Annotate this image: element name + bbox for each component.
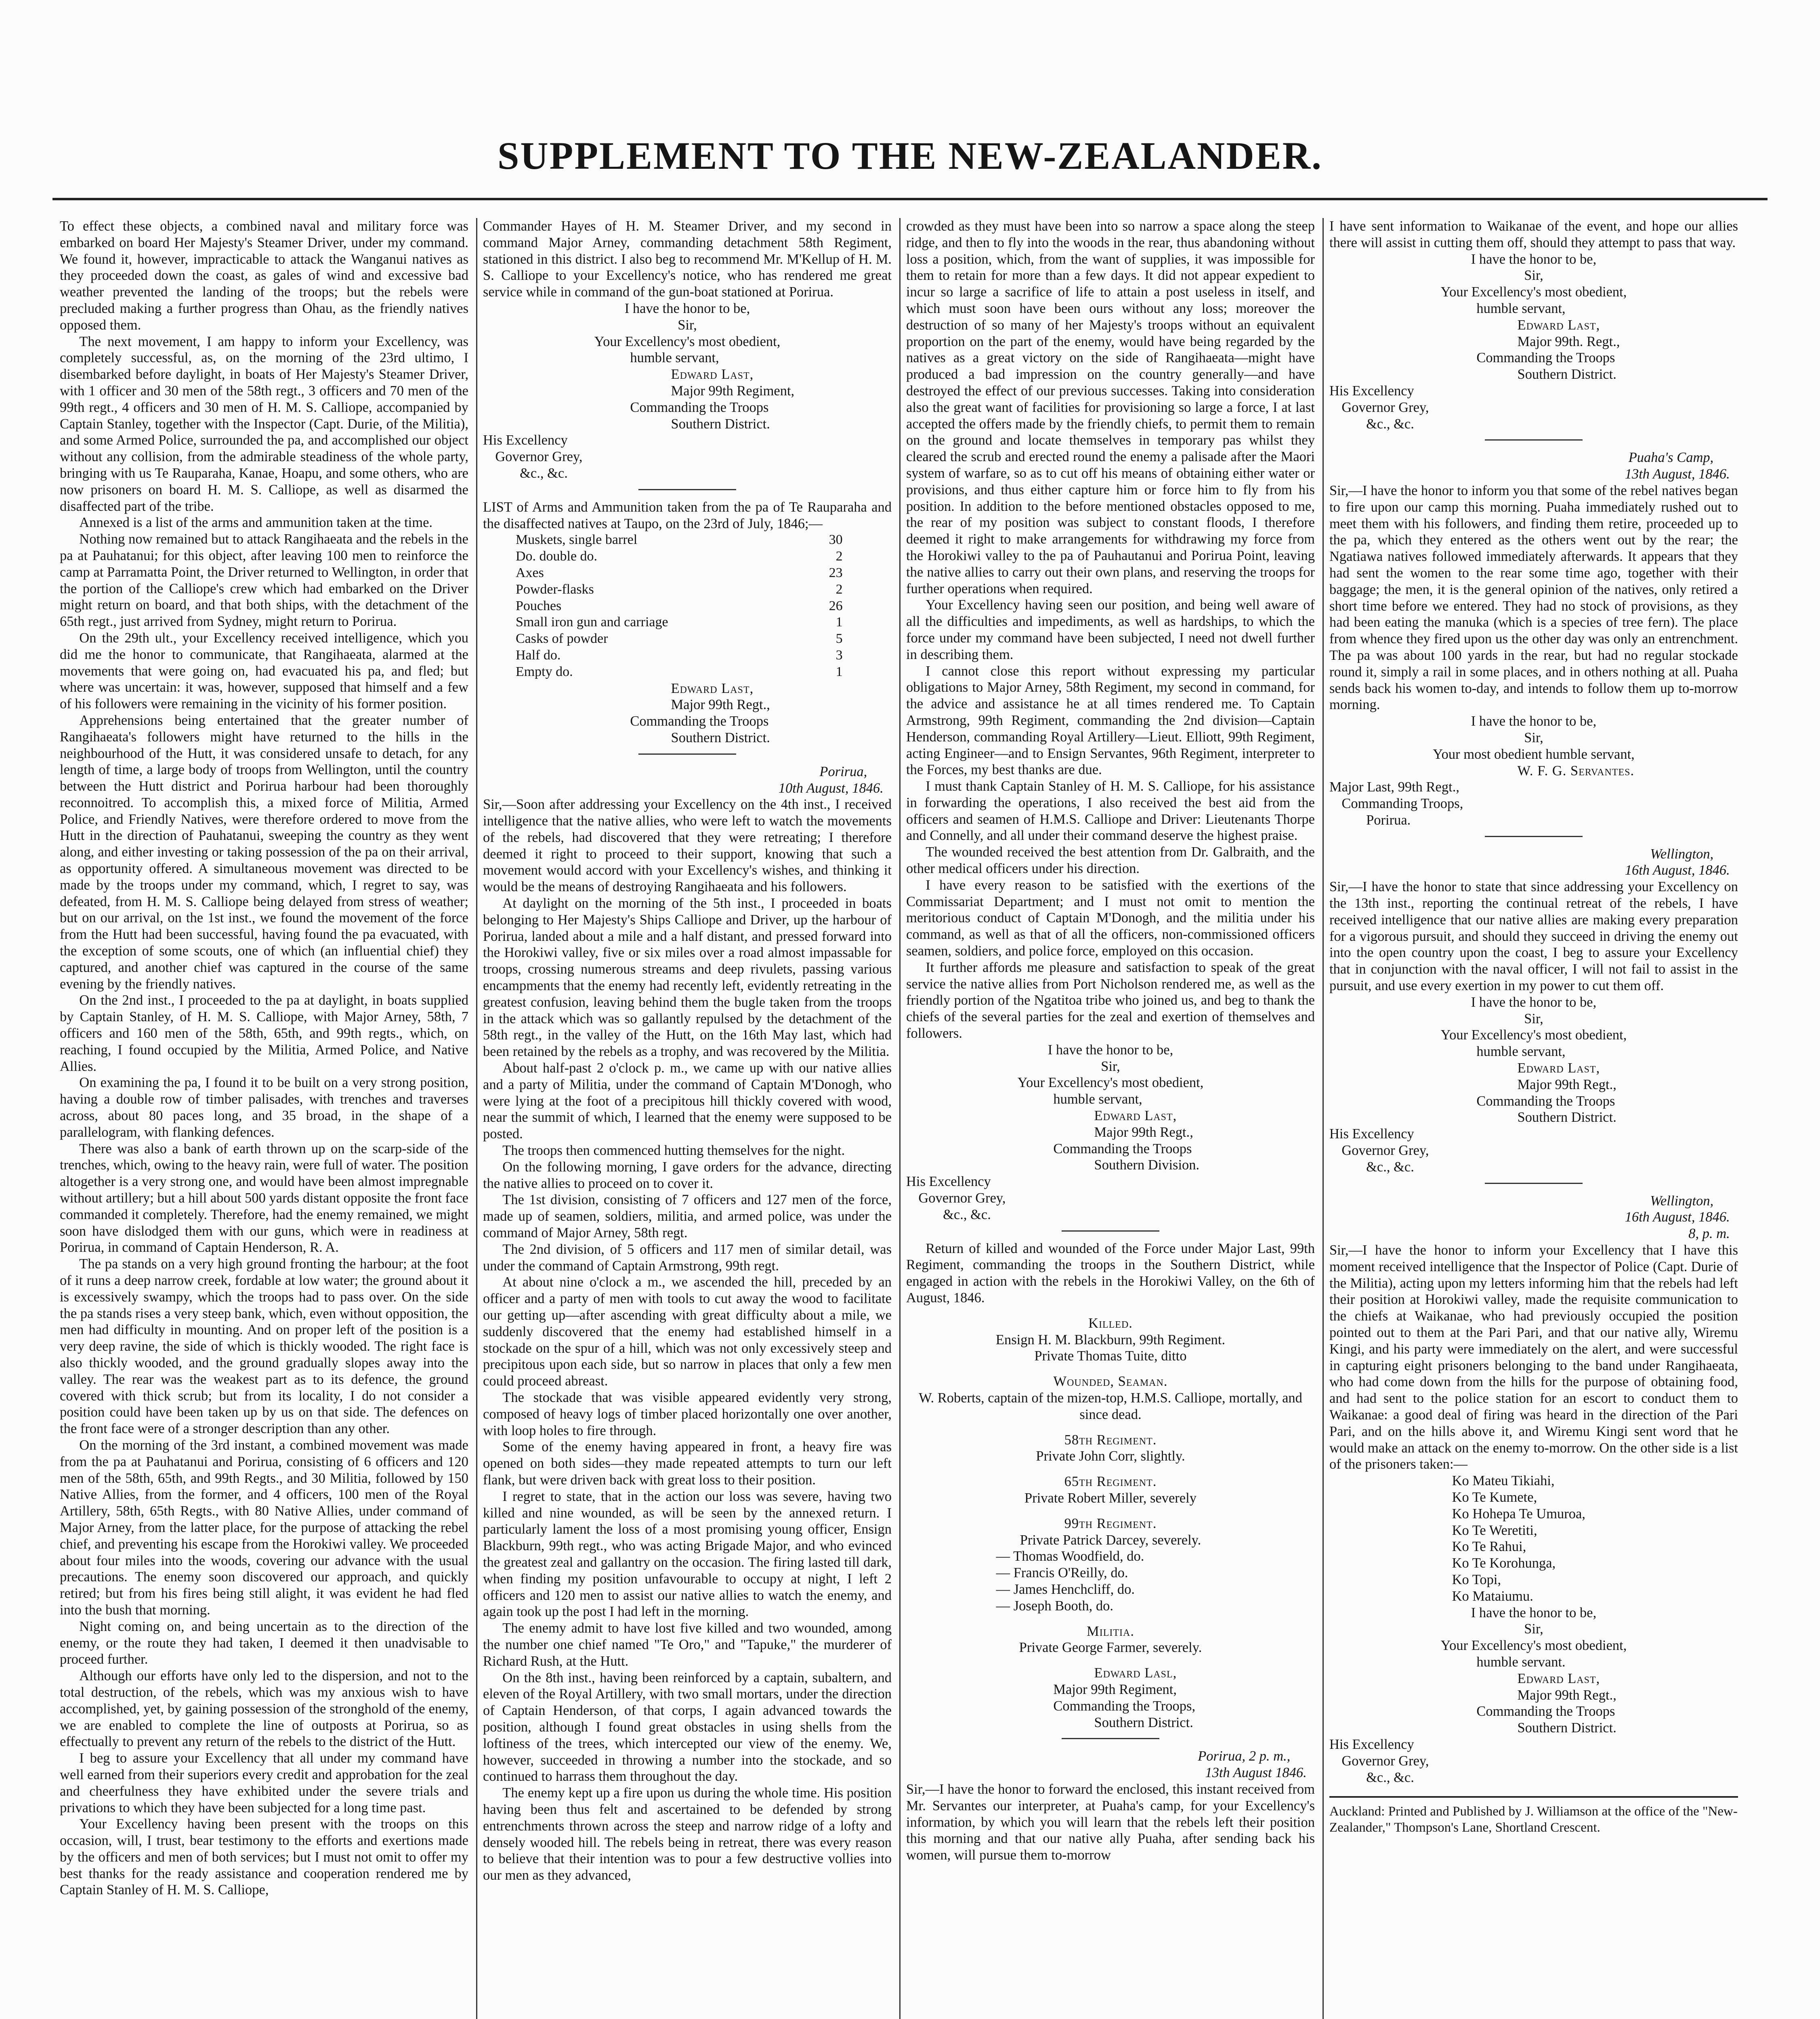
signatory-name: Edward Last, (671, 367, 754, 382)
prisoner-name: Ko Te Weretiti, (1452, 1522, 1537, 1538)
paragraph: Commander Hayes of H. M. Steamer Driver, and my second in command Major Arney, commanding detachment 58th Regiment, stationed in this district. I also beg to recommend Mr. M'Kellup of H. M. S. Calliope to your Excellency's notice, who has rendered me great service while in command of the gun-boat stationed at Porirua. (483, 218, 892, 300)
prisoner-name: Ko Hohepa Te Umuroa, (1452, 1506, 1585, 1522)
sig-line: I have the honor to be, (624, 300, 750, 316)
section-heading: 65th Regiment. (1064, 1474, 1157, 1490)
prisoner-name: Ko Te Rahui, (1452, 1539, 1526, 1555)
signatory-name: Edward Last, (1517, 317, 1600, 333)
sig-line: Sir, (1524, 1621, 1543, 1637)
dateline-date: 13th August, 1846. (1625, 466, 1730, 482)
paragraph: The 1st division, consisting of 7 officers and 127 men of the force, made up of seamen, soldiers, militia, and armed police, was under the command of Major Arney, 58th regt. (483, 1192, 892, 1241)
address-block (1329, 1126, 1738, 1175)
prisoner-list (1329, 1473, 1738, 1604)
paragraph: The stockade that was visible appeared evidently very strong, composed of heavy logs of timber placed horizontally one over another, with loop holes to fire through. (483, 1389, 892, 1438)
sig-line: Your Excellency's most obedient, (1440, 284, 1627, 300)
paragraph: Sir,—I have the honor to inform you that some of the rebel natives began to fire upon our camp this morning. Puaha immediately rushed out to meet them with his followers, and finding them retire, proceeded up to the pa, which they entered as the others went out by the rear; the Ngatiawa natives followed immediately afterwards. It appears that they had sent the women to the rear some time ago, together with their baggage; the men, it is the general opinion of the natives, only retired a short time before we entered. They had no stock of provisions, as they had been eating the manuka (which is a species of tree fern). The place from whence they fired upon us the other day was only an entrenchment. The pa was about 100 yards in the rear, but had no regular stockade round it, simply a rail in some places, and in others nothing at all. Puaha sends back his women to-day, and intends to follow them up to-morrow morning. (1329, 483, 1738, 713)
addr-line: &c., &c. (1366, 416, 1414, 432)
section-rule (638, 753, 737, 755)
sig-line: Sir, (678, 317, 697, 333)
dateline-time: 8, p. m. (1688, 1226, 1730, 1242)
prisoner-name: Ko Mateu Tikiahi, (1452, 1473, 1555, 1489)
paragraph: Sir,—I have the honor to forward the enclosed, this instant received from Mr. Servantes our interpreter, at Puaha's camp, for your Excellency's information, by which you will learn that the rebels left their position this morning and that our native ally Puaha, after sending back his women, will pursue them to-morrow (906, 1781, 1315, 1863)
addr-line: Governor Grey, (918, 1190, 1006, 1206)
sig-line: Your Excellency's most obedient, (594, 334, 781, 349)
signatory-name: Edward Last, (1517, 1671, 1600, 1686)
list-row: Half do. 3 (515, 647, 843, 663)
sig-line: Your Excellency's most obedient, (1440, 1027, 1627, 1043)
section-rule (1485, 1183, 1583, 1184)
section-rule (1062, 1738, 1160, 1739)
dateline-place: Wellington, (1650, 846, 1714, 862)
signatory-name: Edward Last, (671, 680, 754, 696)
paragraph: Apprehensions being entertained that the greater number of Rangihaeata's followers might have returned to the hills in the neighbourhood of the Hutt, it was considered unsafe to detach, for any length of time, a large body of troops from Wellington, until the country between the Hutt district and Porirua harbour had been thoroughly reconnoitred. To accomplish this, a mixed force of Militia, Armed Police, and Friendly Natives, were therefore ordered to move from the Hutt in the direction of Pauhatanui, sweeping the country as they went along, and either investing or taking possession of the pa on their arrival, as opportunity offered. A simultaneous movement was directed to be made by the troops under my command, which, I regret to say, was defeated, from H. M. S. Calliope being delayed from stress of weather; but on our arrival, on the 1st inst., we found the movement of the force from the Hutt had been successful, having found the pa evacuated, with the exception of some scouts, one of which (an influential chief) they captured, and another chief was captured in the course of the same evening by the friendly natives. (60, 712, 468, 992)
paragraph: I beg to assure your Excellency that all under my command have well earned from their superiors every credit and approbation for the zeal and cheerfulness they have exhibited under the severe trials and privations to which they have been subjected for a long time past. (60, 1750, 468, 1815)
imprint: Auckland: Printed and Published by J. Williamson at the office of the "New-Zealander," Thompson's Lane, Shortland Crescent. (1329, 1804, 1738, 1835)
column-1 (60, 218, 468, 2019)
paragraph: The 2nd division, of 5 officers and 117 men of similar detail, was under the command of Captain Armstrong, 99th regt. (483, 1241, 892, 1274)
sig-line: Your Excellency's most obedient, (1440, 1638, 1627, 1654)
address-block (1329, 383, 1738, 432)
casualty-line: Private Patrick Darcey, severely. (1020, 1532, 1201, 1548)
sig-line: Major 99th Regt., (671, 697, 770, 713)
dateline-place: Puaha's Camp, (1628, 450, 1714, 466)
sig-line: Southern District. (1517, 1110, 1616, 1125)
paragraph: The troops then commenced hutting themselves for the night. (502, 1143, 845, 1159)
sig-line: Southern Division. (1094, 1157, 1200, 1173)
addr-line: His Excellency (483, 432, 568, 448)
sig-line: I have the honor to be, (1471, 714, 1597, 729)
casualty-line: Private George Farmer, severely. (1019, 1640, 1202, 1656)
paragraph: At daylight on the morning of the 5th inst., I proceeded in boats belonging to Her Majesty's Ships Calliope and Driver, up the harbour of Porirua, landed about a mile and a half distant, and pressed forward into the Horokiwi valley, five or six miles over a road almost impassable for troops, crossing numerous streams and deep rivulets, passing various encampments that the enemy had recently left, evidently retreating in the greatest confusion, leaving behind them the bugle taken from the troops in the attack which was so gallantly repulsed by the detachment of the 58th regt., in the valley of the Hutt, on the 16th May last, which had been retained by the rebels as a trophy, and was recovered by the Militia. (483, 896, 892, 1060)
dateline-place: Porirua, 2 p. m., (1198, 1748, 1291, 1764)
sig-line: I have the honor to be, (1047, 1042, 1173, 1058)
list-row: Empty do. 1 (515, 664, 843, 679)
section-rule (1062, 1230, 1160, 1232)
paragraph: I have every reason to be satisfied with the exertions of the Commissariat Department; and I must not omit to mention the meritorious conduct of Captain M'Donogh, and the militia under his command, as well as that of all the officers, non-commissioned officers seamen, soldiers, and police force, employed on this occasion. (906, 877, 1315, 959)
paragraph: On the morning of the 3rd instant, a combined movement was made from the pa at Pauhatanui and Porirua, consisting of 6 officers and 120 men of the 58th, 65th, and 99th Regts., and 30 Militia, followed by 150 Native Allies, from the former, and 4 officers, 100 men of the Royal Artillery, 58th, 65th Regts., with 80 Native Allies, under command of Major Arney, from the latter place, for the purpose of attacking the rebel chief, and preventing his escape from the Horokiwi valley. We proceeded about four miles into the woods, covering our advance with the usual precautions. The enemy soon discovered our approach, and quickly retired; but from his fires being still alight, it was evident he had fled into the bush that morning. (60, 1437, 468, 1618)
signature-block (483, 300, 892, 432)
paragraph: There was also a bank of earth thrown up on the scarp-side of the trenches, which, owing to the heavy rain, were full of water. The position altogether is a very strong one, and would have been almost impregnable without artillery; but a hill about 500 yards distant opposite the front face commanded it completely. Therefore, had the enemy remained, we might soon have dislodged them with our guns, which were in readiness at Porirua, in command of Captain Henderson, R. A. (60, 1141, 468, 1255)
section-heading: Killed. (1088, 1315, 1133, 1331)
paragraph: Sir,—I have the honor to state that since addressing your Excellency on the 13th inst., reporting the continual retreat of the rebels, I have received intelligence that our native allies are making every preparation for a vigorous pursuit, and should they succeed in driving the enemy out into the open country upon the coast, I beg to assure your Excellency that in conjunction with the naval officer, I will not fail to assist in the pursuit, and use every exertion in my power to cut them off. (1329, 879, 1738, 994)
paragraph: Your Excellency having been present with the troops on this occasion, will, I trust, bear testimony to the efforts and exertions made by the officers and men of both services; but I must not omit to offer my best thanks for the ready assistance and cooperation rendered me by Captain Stanley of H. M. S. Calliope, (60, 1816, 468, 1898)
addr-line: Major Last, 99th Regt., (1329, 779, 1459, 795)
addr-line: Governor Grey, (1341, 1143, 1429, 1159)
signature-block (1329, 994, 1738, 1126)
addr-line: Governor Grey, (1341, 399, 1429, 415)
column-divider (476, 218, 477, 2019)
paragraph: I have sent information to Waikanae of the event, and hope our allies there will assist in cutting them off, should they attempt to pass that way. (1329, 218, 1738, 250)
signature-block (1329, 251, 1738, 383)
arms-list (483, 532, 892, 680)
addr-line: Commanding Troops, (1341, 796, 1463, 812)
list-row: Small iron gun and carriage 1 (515, 615, 843, 630)
section-heading: 58th Regiment. (1064, 1432, 1157, 1448)
section-heading: Militia. (1087, 1623, 1134, 1639)
addr-line: Governor Grey, (495, 449, 583, 465)
masthead-title: SUPPLEMENT TO THE NEW-ZEALANDER. (497, 134, 1323, 177)
prisoner-name: Ko Mataiumu. (1452, 1588, 1533, 1604)
casualty-line: — Francis O'Reilly, do. (996, 1565, 1128, 1581)
paragraph: To effect these objects, a combined naval and military force was embarked on board Her Majesty's Steamer Driver, under my command. We found it, however, impracticable to attack the Wanganui natives as they proceeded down the coast, as gales of wind and excessive bad weather prevented the landing of the troops; but the rebels were precluded making a further progress than Ohau, as the friendly natives opposed them. (60, 218, 468, 333)
sig-line: humble servant, (1476, 1044, 1566, 1060)
list-row: Axes 23 (515, 565, 843, 580)
list-row: Do. double do. 2 (515, 549, 843, 564)
dateline-date: 10th August, 1846. (778, 780, 884, 796)
signature-block (906, 1665, 1315, 1731)
paragraph: At about nine o'clock a m., we ascended the hill, preceded by an officer and a party of men with tools to cut away the wood to facilitate our getting up—after ascending with great difficulty about a mile, we suddenly discovered that the enemy had established himself in a stockade on the spur of a hill, which was not only excessively steep and precipitous upon each side, but so narrow in places that only a few men could proceed abreast. (483, 1274, 892, 1389)
sig-line: Your most obedient humble servant, (1433, 746, 1635, 762)
dateline-date: 16th August, 1846. (1625, 863, 1730, 878)
sig-line: Sir, (1101, 1058, 1120, 1074)
addr-line: His Excellency (906, 1174, 991, 1190)
paragraph: On the 2nd inst., I proceeded to the pa at daylight, in boats supplied by Captain Stanley, of H. M. S. Calliope, with Major Arney, 58th, 7 officers and 160 men of the 58th, 65th, and 99th regts., which, on reaching, I found occupied by the Militia, Armed Police, and Native Allies. (60, 993, 468, 1074)
paragraph: On the 29th ult., your Excellency received intelligence, which you did me the honor to communicate, that Rangihaeata, alarmed at the movements that were going on, had evacuated his pa, and fled; but where was uncertain: it was, however, supposed that himself and a few of his followers were remaining in the vicinity of his former position. (60, 630, 468, 712)
addr-line: &c., &c. (1366, 1159, 1414, 1175)
sig-line: I have the honor to be, (1471, 994, 1597, 1010)
paragraph: Sir,—I have the honor to inform your Excellency that I have this moment received intelligence that the Inspector of Police (Capt. Durie of the Militia), acting upon my letters informing him that the rebels had left their position at Horokiwi valley, made the requisite communication to the chiefs at Waikanae, who had previously occupied the position pointed out to them at the Pari Pari, and that our native ally, Wiremu Kingi, and his party were immediately on the alert, and were successful in capturing eight prisoners belonging to the band under Rangihaeata, who had come down from the hills for the purpose of obtaining food, and had sent to the police station for an escort to conduct them to Waikanae: a good deal of firing was heard in the direction of the Pari Pari, and on the hills above it, and Wiremu Kingi sent word that he would make an attack on the enemy to-morrow. On the other side is a list of the prisoners taken:— (1329, 1242, 1738, 1472)
address-block (483, 432, 892, 481)
casualty-line: Ensign H. M. Blackburn, 99th Regiment. (995, 1332, 1226, 1347)
paragraph: Night coming on, and being uncertain as to the direction of the enemy, or the route they had taken, I deemed it then unadvisable to proceed further. (60, 1618, 468, 1667)
dateline-place: Porirua, (819, 764, 867, 779)
sig-line: humble servant, (1053, 1091, 1142, 1107)
dateline-place: Wellington, (1650, 1193, 1714, 1209)
list-row: Pouches 26 (515, 598, 843, 613)
sig-line: humble servant. (1476, 1654, 1566, 1670)
paragraph: Although our efforts have only led to the dispersion, and not to the total destruction, of the rebels, which was my anxious wish to have accomplished, yet, by gaining possession of the stronghold of the enemy, we are enabled to complete the line of outposts at Porirua, so as effectually to prevent any return of the rebels to the district of the Hutt. (60, 1668, 468, 1750)
section-rule (1485, 836, 1583, 837)
signature-block (1329, 713, 1738, 779)
paragraph: It further affords me pleasure and satisfaction to speak of the great service the native allies from Port Nicholson rendered me, as well as the friendly portion of the Ngatitoa tribe who joined us, and beg to thank the chiefs of the several parties for the zeal and exertion of themselves and followers. (906, 959, 1315, 1041)
sig-line: Major 99th Regt., (1517, 1687, 1616, 1703)
sig-line: Major 99th Regt., (1094, 1124, 1193, 1140)
sig-line: Commanding the Troops (1476, 1704, 1615, 1719)
prisoner-name: Ko Topi, (1452, 1572, 1501, 1587)
column-divider (1322, 218, 1324, 2019)
column-2 (483, 218, 892, 2019)
column-3 (906, 218, 1315, 2019)
sig-line: Major 99th Regiment, (1053, 1681, 1177, 1697)
sig-line: humble servant, (630, 350, 719, 366)
paragraph: Some of the enemy having appeared in front, a heavy fire was opened on both sides—they made repeated attempts to turn our left flank, but were driven back with great loss to their position. (483, 1439, 892, 1488)
casualty-line: Private John Corr, slightly. (1036, 1448, 1185, 1464)
casualty-line: Private Thomas Tuite, ditto (1034, 1348, 1187, 1364)
paragraph: The enemy kept up a fire upon us during the whole time. His position having been thus felt and ascertained to be defended by strong entrenchments thrown across the steep and narrow ridge of a lofty and densely wooded hill. The rebels being in retreat, there was every reason to believe that their intention was to pour a few destructive vollies into our men as they advanced, (483, 1785, 892, 1883)
casualty-line: W. Roberts, captain of the mizen-top, H.M.S. Calliope, mortally, and since dead. (919, 1390, 1302, 1422)
addr-line: His Excellency (1329, 383, 1414, 399)
sig-line: Major 99th Regt., (1517, 1077, 1616, 1092)
signatory-name: W. F. G. Servantes. (1517, 763, 1635, 779)
sig-line: Southern District. (1517, 1720, 1616, 1736)
dateline-date: 13th August 1846. (1205, 1765, 1307, 1781)
column-divider (899, 218, 901, 2019)
section-rule (638, 489, 737, 490)
section-rule (1485, 439, 1583, 441)
address-block (906, 1173, 1315, 1223)
sig-line: I have the honor to be, (1471, 251, 1597, 267)
sig-line: Your Excellency's most obedient, (1017, 1075, 1204, 1091)
paragraph: crowded as they must have been into so narrow a space along the steep ridge, and then to fly into the woods in the rear, thus abandoning without loss a position, which, from the want of supplies, it was impossible for them to retain for more than a few days. It did not appear expedient to incur so large a sacrifice of life to attain a post useless in itself, and which must soon have been ours without any loss; moreover the destruction of so many of her Majesty's troops without an equivalent proportion on the part of the enemy, would have being regarded by the natives as a great victory on the side of Rangihaeata—might have produced a bad impression on the country generally—and have destroyed the effect of our previous successes. Taking into consideration also the great want of facilities for provisioning so large a force, I at last accepted the offers made by the friendly chiefs, to permit them to remain on the ground and locate themselves in temporary pas whilst they cleared the scrub and erected round the enemy a palisade after the Maori system of warfare, so as to cut off his means of obtaining either water or provisions, and thus either capture him or force him to fly from his position. In addition to the before mentioned obstacles opposed to me, the rear of my position was subject to constant floods, I therefore deemed it right to make arrangements for withdrawing my force from the Horokiwi valley to the pa of Pauhautanui and Porirua Point, leaving the native allies to carry out their own plans, and reserving the troops for further operations when required. (906, 218, 1315, 596)
casualty-line: — Thomas Woodfield, do. (996, 1549, 1144, 1564)
list-row: Powder-flasks 2 (515, 581, 843, 597)
section-heading: 99th Regiment. (1064, 1515, 1157, 1531)
paragraph: The enemy admit to have lost five killed and two wounded, among the number one chief named "Te Oro," and "Tapuke," the murderer of Richard Rush, at the Hutt. (483, 1620, 892, 1669)
addr-line: Porirua. (1366, 812, 1411, 828)
paragraph: On the following morning, I gave orders for the advance, directing the native allies to proceed on to cover it. (483, 1159, 892, 1191)
address-block (1329, 779, 1738, 828)
signature-block (483, 680, 892, 746)
casualty-line: — James Henchcliff, do. (996, 1581, 1135, 1597)
signatory-name: Edward Last, (1094, 1108, 1177, 1124)
sig-line: humble servant, (1476, 300, 1566, 316)
paragraph: Annexed is a list of the arms and ammunition taken at the time. (79, 515, 433, 531)
sig-line: Southern District. (1517, 367, 1616, 382)
prisoner-name: Ko Te Korohunga, (1452, 1555, 1556, 1571)
sig-line: Southern District. (1094, 1715, 1193, 1730)
paragraph: I cannot close this report without expressing my particular obligations to Major Arney, 58th Regiment, my second in command, for the advice and assistance he at all times rendered me. To Captain Armstrong, 99th Regiment, commanding the 2nd division—Captain Henderson, commanding Royal Artillery—Lieut. Elliott, 99th Regiment, acting Engineer—and to Ensign Servantes, 96th Regiment, interpreter to the Forces, my best thanks are due. (906, 663, 1315, 778)
paragraph: I must thank Captain Stanley of H. M. S. Calliope, for his assistance in forwarding the operations, I also received the best aid from the officers and seamen of H.M.S. Calliope and Driver: Lieutenants Thorpe and Connelly, and all under their command deserve the highest praise. (906, 779, 1315, 844)
addr-line: His Excellency (1329, 1126, 1414, 1142)
addr-line: &c., &c. (1366, 1769, 1414, 1785)
paragraph: The wounded received the best attention from Dr. Galbraith, and the other medical officers under his direction. (906, 844, 1315, 877)
paragraph: Nothing now remained but to attack Rangihaeata and the rebels in the pa at Pauhatanui; for this object, after leaving 100 men to reinforce the camp at Parramatta Point, the Driver returned to Wellington, in order that the portion of the Calliope's crew which had embarked on the Driver might return on board, and that both ships, with the detachment of the 65th regt., just arrived from Sydney, might return to Porirua. (60, 531, 468, 630)
paragraph: The next movement, I am happy to inform your Excellency, was completely successful, as, on the morning of the 23rd ultimo, I disembarked before daylight, in boats of Her Majesty's Steamer Driver, with 1 officer and 30 men of the 58th regt., 3 officers and 70 men of the 99th regt., 4 officers and 30 men of H. M. S. Calliope, accompanied by Captain Stanley, together with the Inspector (Capt. Durie, of the Militia), and some Armed Police, surrounded the pa, and accomplished our object without any collision, from the admirable steadiness of the whole party, bringing with us Te Rauparaha, Kanae, Hoapu, and some others, who are now prisoners on board H. M. S. Calliope, as well as disarmed the disaffected part of the tribe. (60, 334, 468, 514)
paragraph: On examining the pa, I found it to be built on a very strong position, having a double row of timber palisades, with trenches and traverses across, about 80 paces long, and 35 broad, in the shape of a parallelogram, with flanking defences. (60, 1075, 468, 1140)
sig-line: Commanding the Troops (630, 399, 769, 415)
signature-block (1329, 1605, 1738, 1736)
sig-line: Southern District. (671, 730, 770, 745)
paragraph: About half-past 2 o'clock p. m., we came up with our native allies and a party of Militia, under the command of Captain M'Donogh, who were lying at the foot of a precipitous hill thickly covered with wood, near the summit of which, I learned that the enemy were supposed to be posted. (483, 1060, 892, 1142)
casualty-line: — Joseph Booth, do. (996, 1598, 1114, 1614)
sig-line: Major 99th Regiment, (671, 383, 795, 399)
signatory-name: Edward Last, (1517, 1060, 1600, 1076)
casualty-line: Private Robert Miller, severely (1024, 1490, 1197, 1506)
column-4 (1329, 218, 1738, 2019)
sig-line: Commanding the Troops (1476, 350, 1615, 366)
signatory-name: Edward Lasl, (1094, 1665, 1177, 1681)
signature-block (906, 1042, 1315, 1173)
paragraph: Sir,—Soon after addressing your Excellency on the 4th inst., I received intelligence that the native allies, who were left to watch the movements of the rebels, had discovered that they were retreating; I therefore deemed it right to proceed to their support, knowing that such a movement would accord with your Excellency's wishes, and thinking it would be the means of destroying Rangihaeata and his followers. (483, 797, 892, 895)
sig-line: Major 99th. Regt., (1517, 334, 1620, 349)
dateline-date: 16th August, 1846. (1625, 1209, 1730, 1225)
addr-line: Governor Grey, (1341, 1753, 1429, 1769)
section-heading: Wounded, Seaman. (1053, 1374, 1168, 1389)
sig-line: I have the honor to be, (1471, 1605, 1597, 1620)
list-row: Muskets, single barrel 30 (515, 532, 843, 548)
paragraph: Your Excellency having seen our position, and being well aware of all the difficulties and impediments, as well as hardships, to which the force under my command have been subjected, I need not dwell further in describing them. (906, 597, 1315, 662)
paragraph: The pa stands on a very high ground fronting the harbour; at the foot of it runs a deep narrow creek, fordable at low water; the ground about it is excessively swampy, which the troops had to pass over. On the side the pa stands rises a very steep bank, which, even without opposition, the men had difficulty in mounting. And on proper left of the position is a very deep ravine, the side of which is thickly wooded. The right face is also thickly wooded, and the ground gradually slopes away into the valley. The rear was the weakest part as to its defence, the ground covered with thick scrub; but from its locality, I do not consider a position could have been taken up by us on that side. The defences on the front face were of a stronger description than any other. (60, 1256, 468, 1437)
sig-line: Commanding the Troops, (1053, 1698, 1196, 1714)
sig-line: Sir, (1524, 268, 1543, 283)
address-block (1329, 1736, 1738, 1786)
return-intro: Return of killed and wounded of the Force under Major Last, 99th Regiment, commanding the troops in the Southern District, while engaged in action with the rebels in the Horokiwi Valley, on the 6th of August, 1846. (906, 1240, 1315, 1305)
addr-line: &c., &c. (520, 465, 568, 481)
sig-line: Sir, (1524, 1011, 1543, 1026)
addr-line: &c., &c. (943, 1207, 991, 1222)
sig-line: Commanding the Troops (1476, 1093, 1615, 1109)
addr-line: His Excellency (1329, 1736, 1414, 1752)
paragraph: On the 8th inst., having been reinforced by a captain, subaltern, and eleven of the Royal Artillery, with two small mortars, under the direction of Captain Henderson, of that corps, I again advanced towards the position, although I found great obstacles in using shells from the loftiness of the trees, which intercepted our view of the enemy. We, however, succeeded in throwing a number into the stockade, and so continued to harrass them throughout the day. (483, 1670, 892, 1784)
masthead-rule (52, 198, 1768, 200)
sig-line: Commanding the Troops (1053, 1141, 1192, 1156)
footer-rule (1329, 1796, 1738, 1798)
sig-line: Commanding the Troops (630, 714, 769, 729)
list-intro: LIST of Arms and Ammunition taken from the pa of Te Rauparaha and the disaffected natives at Taupo, on the 23rd of July, 1846;— (483, 499, 892, 531)
sig-line: Southern District. (671, 416, 770, 432)
sig-line: Sir, (1524, 730, 1543, 745)
list-row: Casks of powder 5 (515, 631, 843, 646)
prisoner-name: Ko Te Kumete, (1452, 1489, 1537, 1505)
paragraph: I regret to state, that in the action our loss was severe, having two killed and nine wounded, as will be seen by the annexed return. I particularly lament the loss of a most promising young officer, Ensign Blackburn, 99th regt., who was acting Brigade Major, and who evinced the greatest zeal and gallantry on the occasion. The firing lasted till dark, when finding my position unfavourable to occupy at night, I left 2 officers and 120 men to assist our native allies to watch the enemy, and again took up the post I had left in the morning. (483, 1488, 892, 1620)
